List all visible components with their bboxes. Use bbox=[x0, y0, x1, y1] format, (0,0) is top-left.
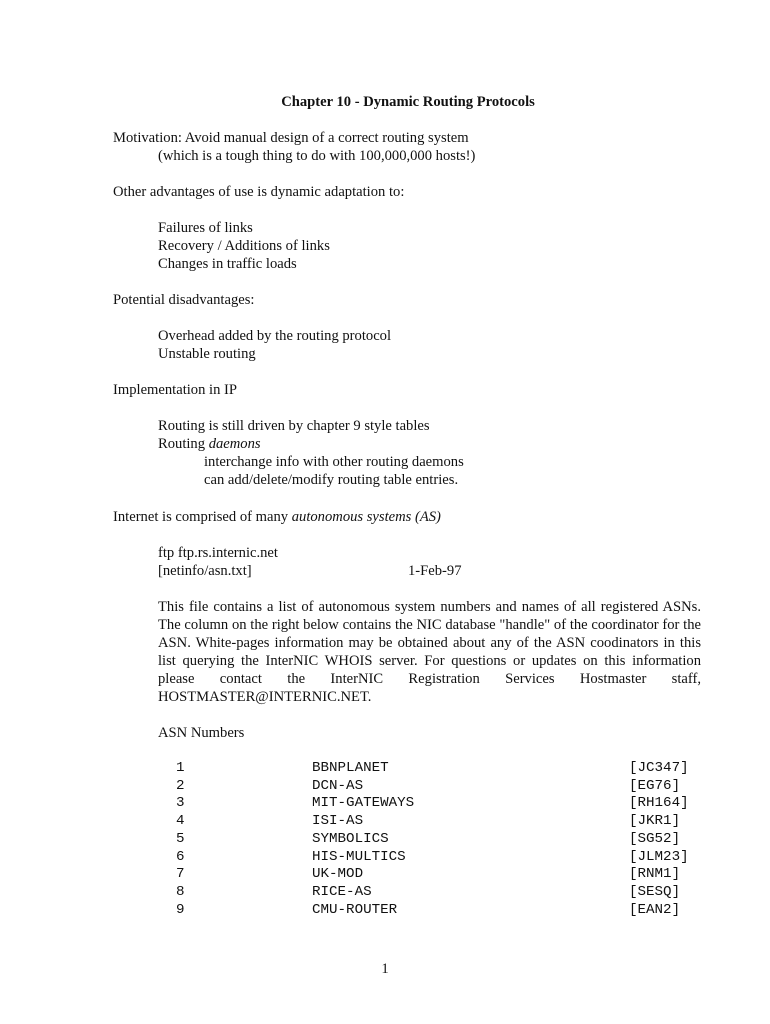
advantage-item: Recovery / Additions of links bbox=[158, 238, 330, 254]
page-title: Chapter 10 - Dynamic Routing Protocols bbox=[281, 94, 535, 110]
asn-handle: [EAN2] bbox=[629, 902, 681, 918]
asn-name: CMU-ROUTER bbox=[312, 902, 398, 918]
ftp-host: ftp ftp.rs.internic.net bbox=[158, 545, 278, 561]
asn-row bbox=[0, 901, 770, 919]
asn-name: DCN-AS bbox=[312, 778, 364, 794]
asn-number: 3 bbox=[176, 795, 185, 811]
internet-as-prefix: Internet is comprised of many bbox=[113, 509, 292, 525]
disadvantage-item: Overhead added by the routing protocol bbox=[158, 328, 392, 344]
daemon-detail: can add/delete/modify routing table entries. bbox=[204, 472, 459, 488]
asn-row bbox=[0, 830, 770, 848]
internet-as-line bbox=[113, 508, 441, 526]
ftp-file: [netinfo/asn.txt] bbox=[158, 563, 252, 579]
advantage-item: Failures of links bbox=[158, 220, 253, 236]
routing-daemons-prefix: Routing bbox=[158, 436, 209, 452]
advantages-heading: Other advantages of use is dynamic adaptation to: bbox=[113, 184, 405, 200]
asn-number: 4 bbox=[176, 813, 185, 829]
asn-row bbox=[0, 883, 770, 901]
asn-name: HIS-MULTICS bbox=[312, 849, 406, 865]
page-number: 1 bbox=[381, 961, 389, 977]
motivation-line: Motivation: Avoid manual design of a correct routing system bbox=[113, 130, 469, 146]
asn-handle: [EG76] bbox=[629, 778, 681, 794]
daemon-detail: interchange info with other routing daemons bbox=[204, 454, 464, 470]
asn-number: 5 bbox=[176, 831, 185, 847]
asn-row bbox=[0, 812, 770, 830]
asn-row bbox=[0, 794, 770, 812]
asn-handle: [SG52] bbox=[629, 831, 681, 847]
asn-number: 2 bbox=[176, 778, 185, 794]
disadvantage-item: Unstable routing bbox=[158, 346, 256, 362]
asn-description: This file contains a list of autonomous system numbers and names of all registered ASNs. The column on the right below contains the NIC database "handle" of the coordinator for the ASN. White-pages information may be obtained about any of the ASN coodinators in this list querying the InterNIC WHOIS server. For questions or updates on this information please contact the InterNIC Registration Services Hostmaster staff, HOSTMASTER@INTERNIC.NET. bbox=[158, 599, 701, 705]
asn-row bbox=[0, 865, 770, 883]
asn-heading: ASN Numbers bbox=[158, 725, 245, 741]
asn-number: 6 bbox=[176, 849, 185, 865]
asn-number: 8 bbox=[176, 884, 185, 900]
asn-name: ISI-AS bbox=[312, 813, 364, 829]
asn-number: 9 bbox=[176, 902, 185, 918]
asn-row bbox=[0, 777, 770, 795]
implementation-heading: Implementation in IP bbox=[113, 382, 238, 398]
disadvantages-heading: Potential disadvantages: bbox=[113, 292, 255, 308]
asn-handle: [RNM1] bbox=[629, 866, 681, 882]
autonomous-systems-emphasis: autonomous systems (AS) bbox=[291, 509, 441, 525]
asn-name: UK-MOD bbox=[312, 866, 364, 882]
routing-daemons-line bbox=[158, 435, 261, 453]
advantage-item: Changes in traffic loads bbox=[158, 256, 297, 272]
daemons-emphasis: daemons bbox=[208, 436, 261, 452]
asn-handle: [JC347] bbox=[629, 760, 689, 776]
motivation-detail: (which is a tough thing to do with 100,000,000 hosts!) bbox=[158, 148, 476, 164]
asn-name: SYMBOLICS bbox=[312, 831, 389, 847]
implementation-line: Routing is still driven by chapter 9 style tables bbox=[158, 418, 430, 434]
asn-number: 1 bbox=[176, 760, 185, 776]
asn-row bbox=[0, 848, 770, 866]
asn-handle: [RH164] bbox=[629, 795, 689, 811]
asn-name: MIT-GATEWAYS bbox=[312, 795, 415, 811]
asn-name: RICE-AS bbox=[312, 884, 372, 900]
asn-row bbox=[0, 759, 770, 777]
asn-number: 7 bbox=[176, 866, 185, 882]
asn-handle: [SESQ] bbox=[629, 884, 681, 900]
asn-handle: [JKR1] bbox=[629, 813, 681, 829]
asn-handle: [JLM23] bbox=[629, 849, 689, 865]
ftp-date: 1-Feb-97 bbox=[408, 563, 462, 579]
asn-name: BBNPLANET bbox=[312, 760, 389, 776]
